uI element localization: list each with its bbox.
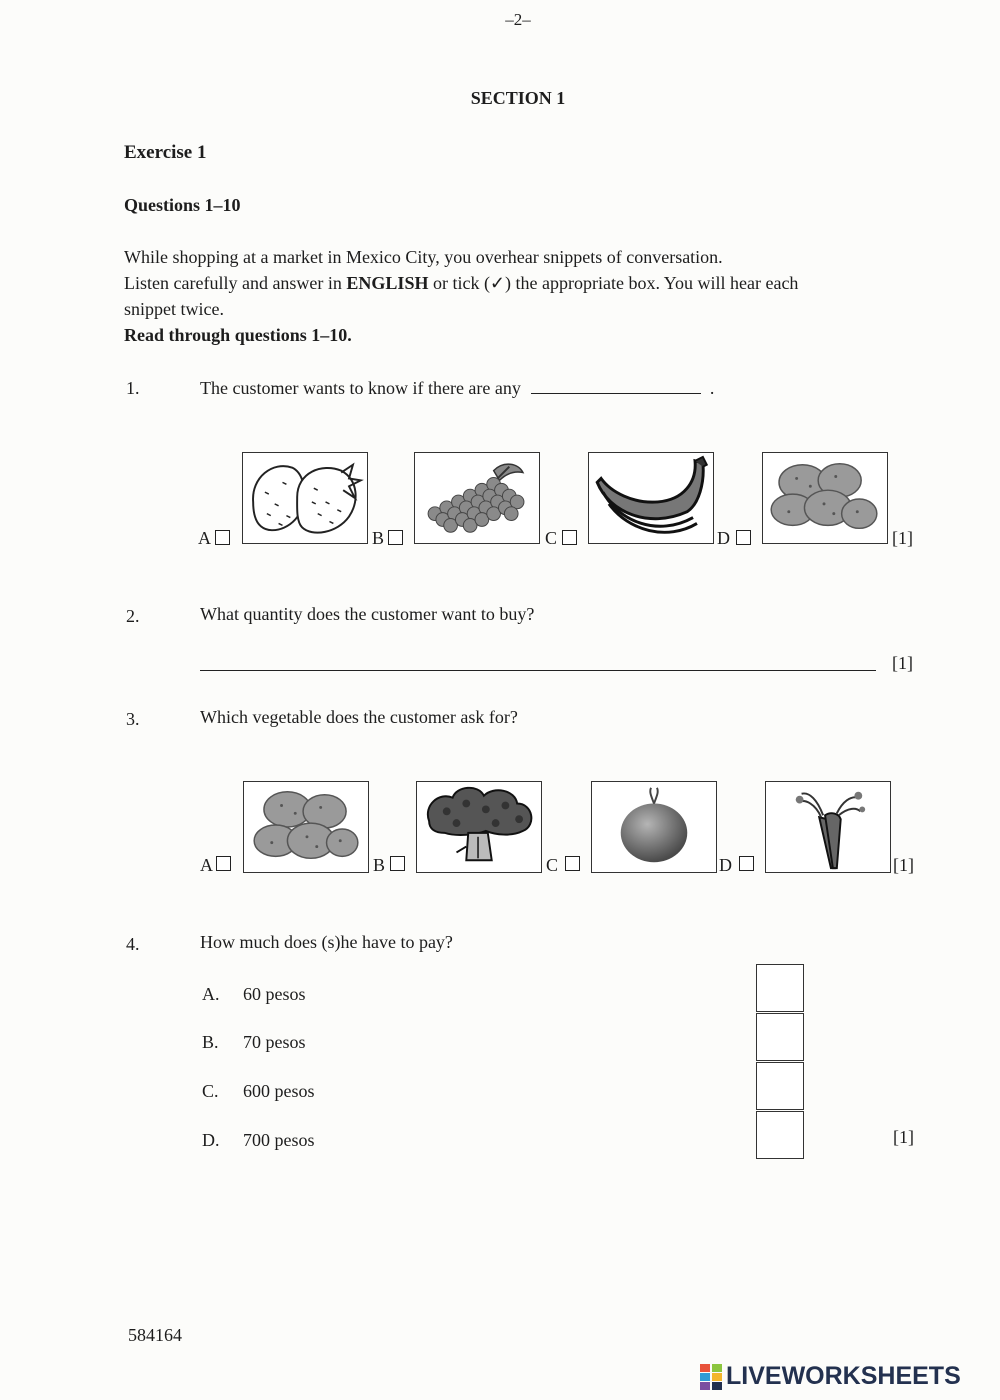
q3-option-a-image — [243, 781, 369, 873]
q3-mark: [1] — [893, 855, 914, 875]
q3-option-d-checkbox[interactable] — [739, 856, 754, 871]
liveworksheets-brand[interactable]: LIVEWORKSHEETS — [726, 1362, 961, 1390]
q1-option-c-image — [588, 452, 714, 544]
potatoes-icon — [244, 782, 368, 872]
instructions-line-2-pre: Listen carefully and answer in — [124, 273, 347, 293]
q4-number: 4. — [126, 934, 140, 954]
q4-option-c-text: 600 pesos — [243, 1081, 315, 1101]
broccoli-icon — [417, 782, 541, 872]
q3-option-b-letter: B — [373, 855, 386, 875]
q3-option-c-image — [591, 781, 717, 873]
read-through-instruction: Read through questions 1–10. — [124, 325, 352, 345]
grapes-icon — [415, 453, 539, 543]
q4-option-d-letter: D. — [202, 1130, 220, 1150]
bananas-icon — [589, 453, 713, 543]
q1-option-d-letter: D — [717, 528, 730, 548]
q1-option-b-image — [414, 452, 540, 544]
q1-option-a-checkbox[interactable] — [215, 530, 230, 545]
instructions-line-2 — [124, 270, 924, 296]
q3-option-a-letter: A — [200, 855, 213, 875]
q4-option-d-tickbox[interactable] — [756, 1111, 804, 1159]
q1-option-c-checkbox[interactable] — [562, 530, 577, 545]
q1-option-d-image — [762, 452, 888, 544]
q4-option-a-tickbox[interactable] — [756, 964, 804, 1012]
q4-text: How much does (s)he have to pay? — [200, 932, 453, 952]
strawberries-icon — [243, 453, 367, 543]
q1-option-b-checkbox[interactable] — [388, 530, 403, 545]
q1-option-c-letter: C — [545, 528, 558, 548]
instructions-line-1: While shopping at a market in Mexico City, you overhear snippets of conversation. — [124, 247, 723, 267]
q2-mark: [1] — [892, 653, 913, 673]
q4-option-b-tickbox[interactable] — [756, 1013, 804, 1061]
q1-question: The customer wants to know if there are any — [200, 378, 521, 398]
q3-option-c-checkbox[interactable] — [565, 856, 580, 871]
q3-option-b-checkbox[interactable] — [390, 856, 405, 871]
q4-option-d-text: 700 pesos — [243, 1130, 315, 1150]
instructions-english: ENGLISH — [346, 273, 429, 293]
paper-code: 584164 — [128, 1325, 182, 1345]
instructions-line-2-post: or tick (✓) the appropriate box. You will hear each — [428, 273, 799, 293]
q1-option-a-image — [242, 452, 368, 544]
q1-answer-blank[interactable] — [531, 379, 701, 394]
q1-option-a-letter: A — [198, 528, 211, 548]
q2-number: 2. — [126, 606, 140, 626]
q2-text: What quantity does the customer want to buy? — [200, 604, 535, 624]
q4-option-b-letter: B. — [202, 1032, 219, 1052]
q4-option-a-letter: A. — [202, 984, 220, 1004]
q3-text: Which vegetable does the customer ask for? — [200, 707, 518, 727]
q1-option-d-checkbox[interactable] — [736, 530, 751, 545]
exercise-title: Exercise 1 — [124, 142, 207, 163]
page-number: –2– — [505, 10, 531, 29]
instructions-line-3: snippet twice. — [124, 299, 224, 319]
liveworksheets-logo-icon — [700, 1364, 722, 1390]
questions-range: Questions 1–10 — [124, 195, 241, 215]
q4-option-c-tickbox[interactable] — [756, 1062, 804, 1110]
q3-number: 3. — [126, 709, 140, 729]
onion-icon — [592, 782, 716, 872]
q3-option-d-image — [765, 781, 891, 873]
q1-number: 1. — [126, 378, 140, 398]
potatoes-icon — [763, 453, 887, 543]
q1-text — [200, 378, 714, 399]
q3-option-c-letter: C — [546, 855, 559, 875]
q4-mark: [1] — [893, 1127, 914, 1147]
section-title: SECTION 1 — [470, 88, 566, 108]
carrots-icon — [766, 782, 890, 872]
q3-option-a-checkbox[interactable] — [216, 856, 231, 871]
q2-answer-line[interactable] — [200, 670, 876, 671]
q1-option-b-letter: B — [372, 528, 385, 548]
q3-option-d-letter: D — [719, 855, 732, 875]
q4-option-a-text: 60 pesos — [243, 984, 306, 1004]
q4-option-c-letter: C. — [202, 1081, 219, 1101]
q4-option-b-text: 70 pesos — [243, 1032, 306, 1052]
q1-mark: [1] — [892, 528, 913, 548]
q3-option-b-image — [416, 781, 542, 873]
q1-end-punct: . — [709, 378, 715, 398]
